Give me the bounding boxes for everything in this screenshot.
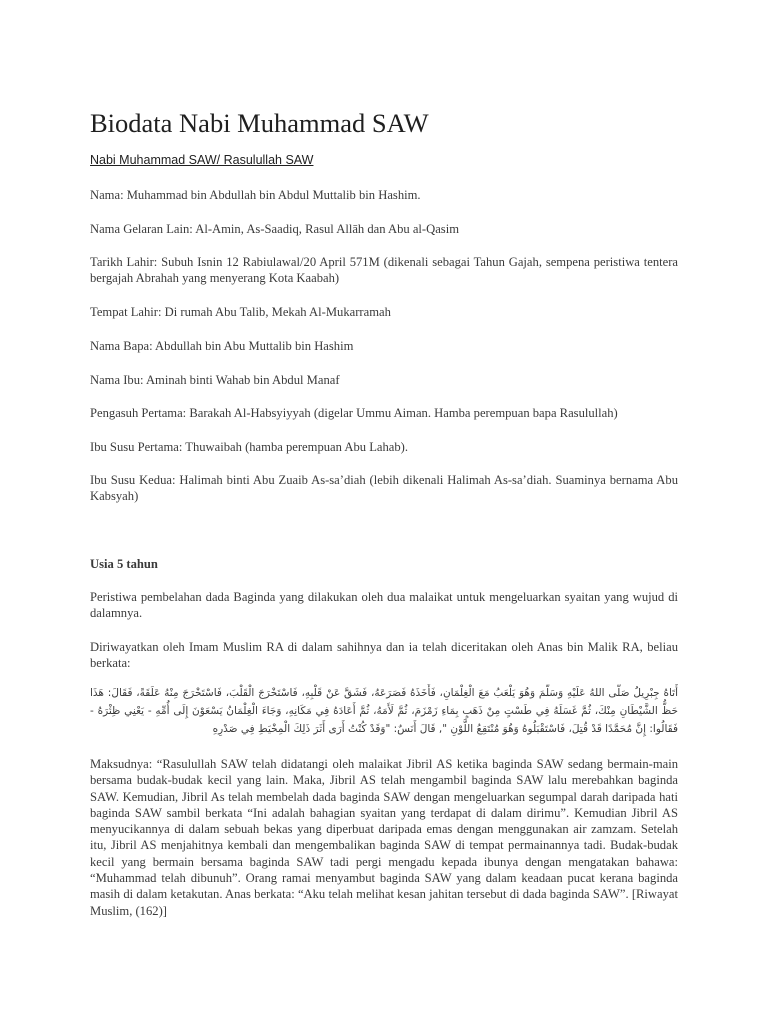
field-gelaran: Nama Gelaran Lain: Al-Amin, As-Saadiq, Rasul Allāh dan Abu al-Qasim — [90, 222, 459, 236]
arabic-hadith-text: أَتَاهُ جِبْرِيلُ صَلَّى اللهُ عَلَيْهِ وَسَلَّمَ وَهُوَ يَلْعَبُ مَعَ الْغِلْمَانِ، فَأَخَذَهُ فَصَرَعَهُ، فَشَقَّ عَنْ قَلْبِهِ، فَاسْتَخْرَجَ الْقَلْبَ، فَاسْتَخْرَجَ مِنْهُ عَلَقَةً، فَقَالَ: هَذَا حَظُّ الشَّيْطَانِ مِنْكَ، ثُمَّ غَسَلَهُ فِي طَسْتٍ مِنْ ذَهَبٍ بِمَاءِ زَمْزَمَ، ثُمَّ لَأَمَهُ، ثُمَّ أَعَادَهُ فِي مَكَانِهِ، وَجَاءَ الْغِلْمَانُ يَسْعَوْنَ إِلَى أُمِّهِ - يَعْنِي ظِئْرَهُ - فَقَالُوا: إِنَّ مُحَمَّدًا قَدْ قُتِلَ، فَاسْتَقْبَلُوهُ وَهُوَ مُنْتَقِعُ اللَّوْنِ ", قَالَ أَنَسٌ: "وَقَدْ كُنْتُ أَرَى أَثَرَ ذَلِكَ الْمِخْيَطِ فِي صَدْرِهِ — [90, 687, 678, 735]
section-heading: Usia 5 tahun — [90, 557, 158, 571]
field-ibu-susu-kedua: Ibu Susu Kedua: Halimah binti Abu Zuaib As-sa’diah (lebih dikenali Halimah As-sa’diah. Suaminya bernama Abu Kabsyah) — [90, 473, 678, 504]
paragraph-translation: Maksudnya: “Rasulullah SAW telah didatangi oleh malaikat Jibril AS ketika baginda SAW sedang bermain-main bersama budak-budak kecil yang lain. Maka, Jibril AS telah mengambil baginda SAW lalu merebahkan baginda SAW. Kemudian, Jibril As telah membelah dada baginda SAW dengan mengeluarkan segumpal darah daripada hati baginda SAW sambil berkata “Ini adalah bahagian syaitan yang terdapat di dalam dirimu”. Kemudian Jibril AS menyucikannya di dalam sebuah bekas yang diperbuat daripada emas dengan menggunakan air zamzam. Setelah itu, Jibril AS menjahitnya kembali dan mengembalikan baginda SAW di tempat permainannya tadi. Budak-budak kecil yang bermain bersama baginda SAW tadi pergi mengadu kepada ibunya dengan mengatakan bahawa: “Muhammad telah dibunuh”. Orang ramai menyambut baginda SAW yang dalam keadaan pucat kerana baginda masih di dalam ketakutan. Anas berkata: “Aku telah melihat kesan jahitan tersebut di dada baginda SAW”. [Riwayat Muslim, (162)] — [90, 757, 678, 918]
field-nama: Nama: Muhammad bin Abdullah bin Abdul Muttalib bin Hashim. — [90, 188, 421, 202]
page-title: Biodata Nabi Muhammad SAW — [90, 108, 429, 138]
subtitle-link[interactable]: Nabi Muhammad SAW/ Rasulullah SAW — [90, 153, 314, 167]
field-pengasuh: Pengasuh Pertama: Barakah Al-Habsyiyyah (digelar Ummu Aiman. Hamba perempuan bapa Rasulullah) — [90, 406, 618, 420]
field-nama-bapa: Nama Bapa: Abdullah bin Abu Muttalib bin Hashim — [90, 339, 354, 353]
paragraph-intro: Peristiwa pembelahan dada Baginda yang dilakukan oleh dua malaikat untuk mengeluarkan syaitan yang wujud di dalamnya. — [90, 590, 678, 621]
field-ibu-susu-pertama: Ibu Susu Pertama: Thuwaibah (hamba perempuan Abu Lahab). — [90, 440, 409, 454]
field-nama-ibu: Nama Ibu: Aminah binti Wahab bin Abdul Manaf — [90, 373, 340, 387]
field-tarikh-lahir: Tarikh Lahir: Subuh Isnin 12 Rabiulawal/20 April 571M (dikenali sebagai Tahun Gajah, sempena peristiwa tentera bergajah Abrahah yang menyerang Kota Kaabah) — [90, 255, 678, 286]
paragraph-narration: Diriwayatkan oleh Imam Muslim RA di dalam sahihnya dan ia telah diceritakan oleh Anas bin Malik RA, beliau berkata: — [90, 640, 678, 671]
field-tempat-lahir: Tempat Lahir: Di rumah Abu Talib, Mekah Al-Mukarramah — [90, 305, 391, 319]
